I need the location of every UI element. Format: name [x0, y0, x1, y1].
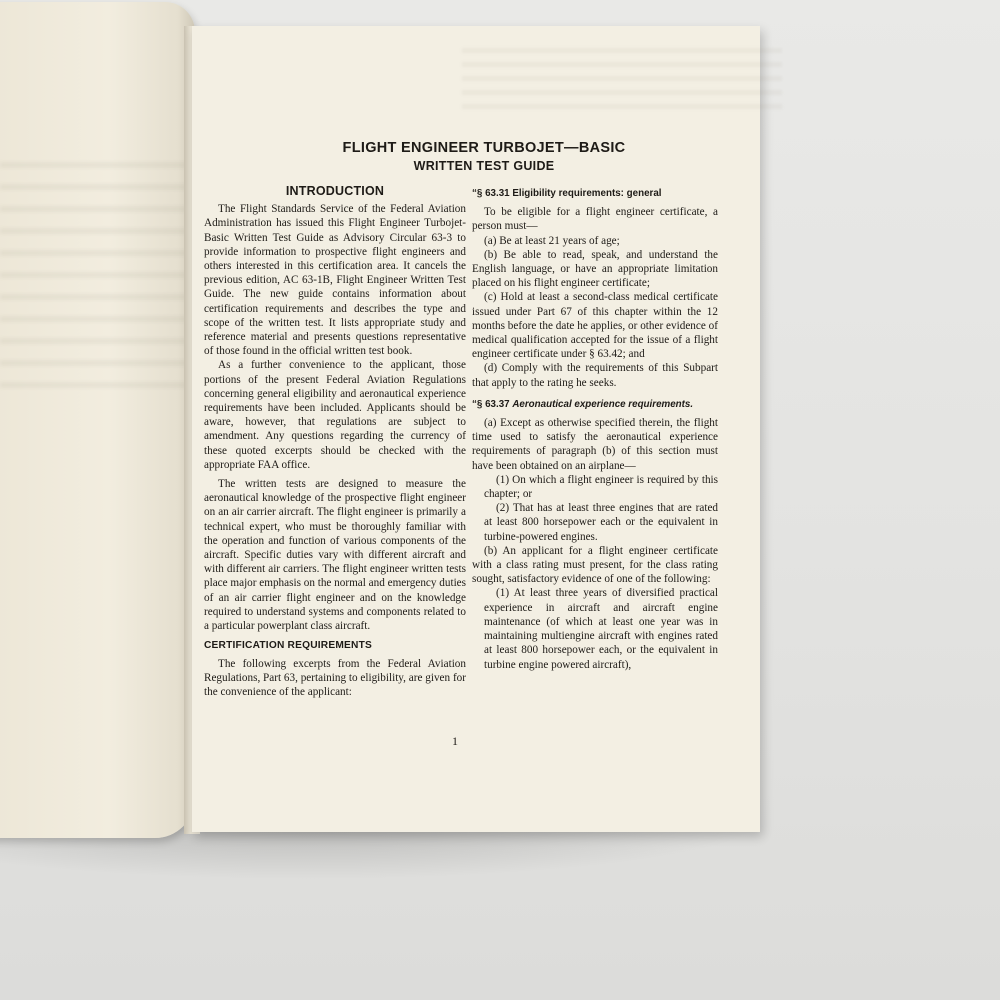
regulation-item-a: (a) Be at least 21 years of age; [484, 234, 620, 247]
regulation-title: Eligibility requirements: general [512, 188, 662, 199]
right-column [472, 184, 718, 672]
regulation-intro: To be eligible for a flight engineer certificate, a person must— [472, 206, 718, 233]
regulation-item-b: (b) Be able to read, speak, and understand the English language, or have an appropriate limitation placed on his flight engineer certificate; [472, 248, 718, 290]
certification-paragraph: The following excerpts from the Federal Aviation Regulations, Part 63, pertaining to eligibility, are given for the convenience of the applicant: [204, 657, 466, 698]
left-page [0, 2, 195, 838]
left-column [204, 184, 466, 699]
regulation-subitem-a2: (2) That has at least three engines that are rated at least 800 horsepower each or the equivalent in turbine-powered engines. [484, 502, 718, 543]
certification-heading: CERTIFICATION REQUIREMENTS [204, 640, 373, 652]
regulation-item-a: (a) Except as otherwise specified therein, the flight time used to satisfy the aeronautical experience requirements of paragraph (b) of this section must have been obtained on an airplane— [472, 417, 718, 472]
intro-paragraph-2: As a further convenience to the applicant, those portions of the present Federal Aviation Regulations concerning general eligibility and aeronautical experience requirements have been included. Applicants should be aware, however, that regulations are subject to amendment. Any questions regarding the currency of these quoted excerpts should be checked with the appropriate FAA office. [204, 359, 466, 471]
regulation-63-31-heading [472, 187, 718, 201]
document-page [192, 26, 760, 832]
regulation-63-37-heading [472, 398, 718, 412]
show-through-text [0, 162, 190, 402]
intro-paragraph-3: The written tests are designed to measure the aeronautical knowledge of the prospective flight engineer on an air carrier aircraft. The flight engineer is primarily a technical expert, who must be thoroughly familiar with the operation and function of various components of the aircraft. Specific duties vary with different aircraft and with different air carriers. The flight engineer written tests place major emphasis on the normal and emergency duties of an air carrier flight engineer and on the knowledge required to understand systems and components related to a particular powerplant class aircraft. [204, 478, 466, 633]
regulation-title: Aeronautical experience requirements. [512, 398, 694, 410]
regulation-section-number: “§ 63.31 [472, 188, 510, 199]
regulation-subitem-a1: (1) On which a flight engineer is required by this chapter; or [484, 473, 718, 501]
regulation-item-c: (c) Hold at least a second-class medical certificate issued under Part 67 of this chapter within the 12 months before the date he applies, or other evidence of medical qualification accepted for the issue of a flight engineer certificate under § 63.42; and [472, 291, 718, 361]
document-subtitle: WRITTEN TEST GUIDE [413, 159, 555, 173]
page-number: 1 [452, 734, 458, 748]
regulation-section-number: “§ 63.37 [472, 398, 510, 410]
intro-paragraph-1: The Flight Standards Service of the Federal Aviation Administration has issued this Flight Engineer Turbojet-Basic Written Test Guide as Advisory Circular 63-3 to provide information to prospective flight engineers and others interested in this certification area. It cancels the previous edition, AC 63-1B, Flight Engineer Written Test Guide. The new guide contains information about certification requirements and describes the type and scope of the written test. It lists appropriate study and reference material and presents questions representative of those found in the official written test book. [204, 203, 466, 358]
document-title: FLIGHT ENGINEER TURBOJET—BASIC [342, 140, 626, 156]
regulation-subitem-b1: (1) At least three years of diversified practical experience in aircraft and aircraft engine maintenance (of which at least one year was in maintaining multiengine aircraft with engines rated at least 800 horsepower each, or the equivalent in turbine engine powered aircraft), [484, 587, 718, 671]
bleed-through-text [462, 48, 782, 118]
introduction-heading: INTRODUCTION [285, 184, 385, 198]
regulation-item-b: (b) An applicant for a flight engineer certificate with a class rating must present, for the class rating sought, satisfactory evidence of one of the following: [472, 544, 718, 586]
regulation-item-d: (d) Comply with the requirements of this Subpart that apply to the rating he seeks. [472, 362, 718, 389]
